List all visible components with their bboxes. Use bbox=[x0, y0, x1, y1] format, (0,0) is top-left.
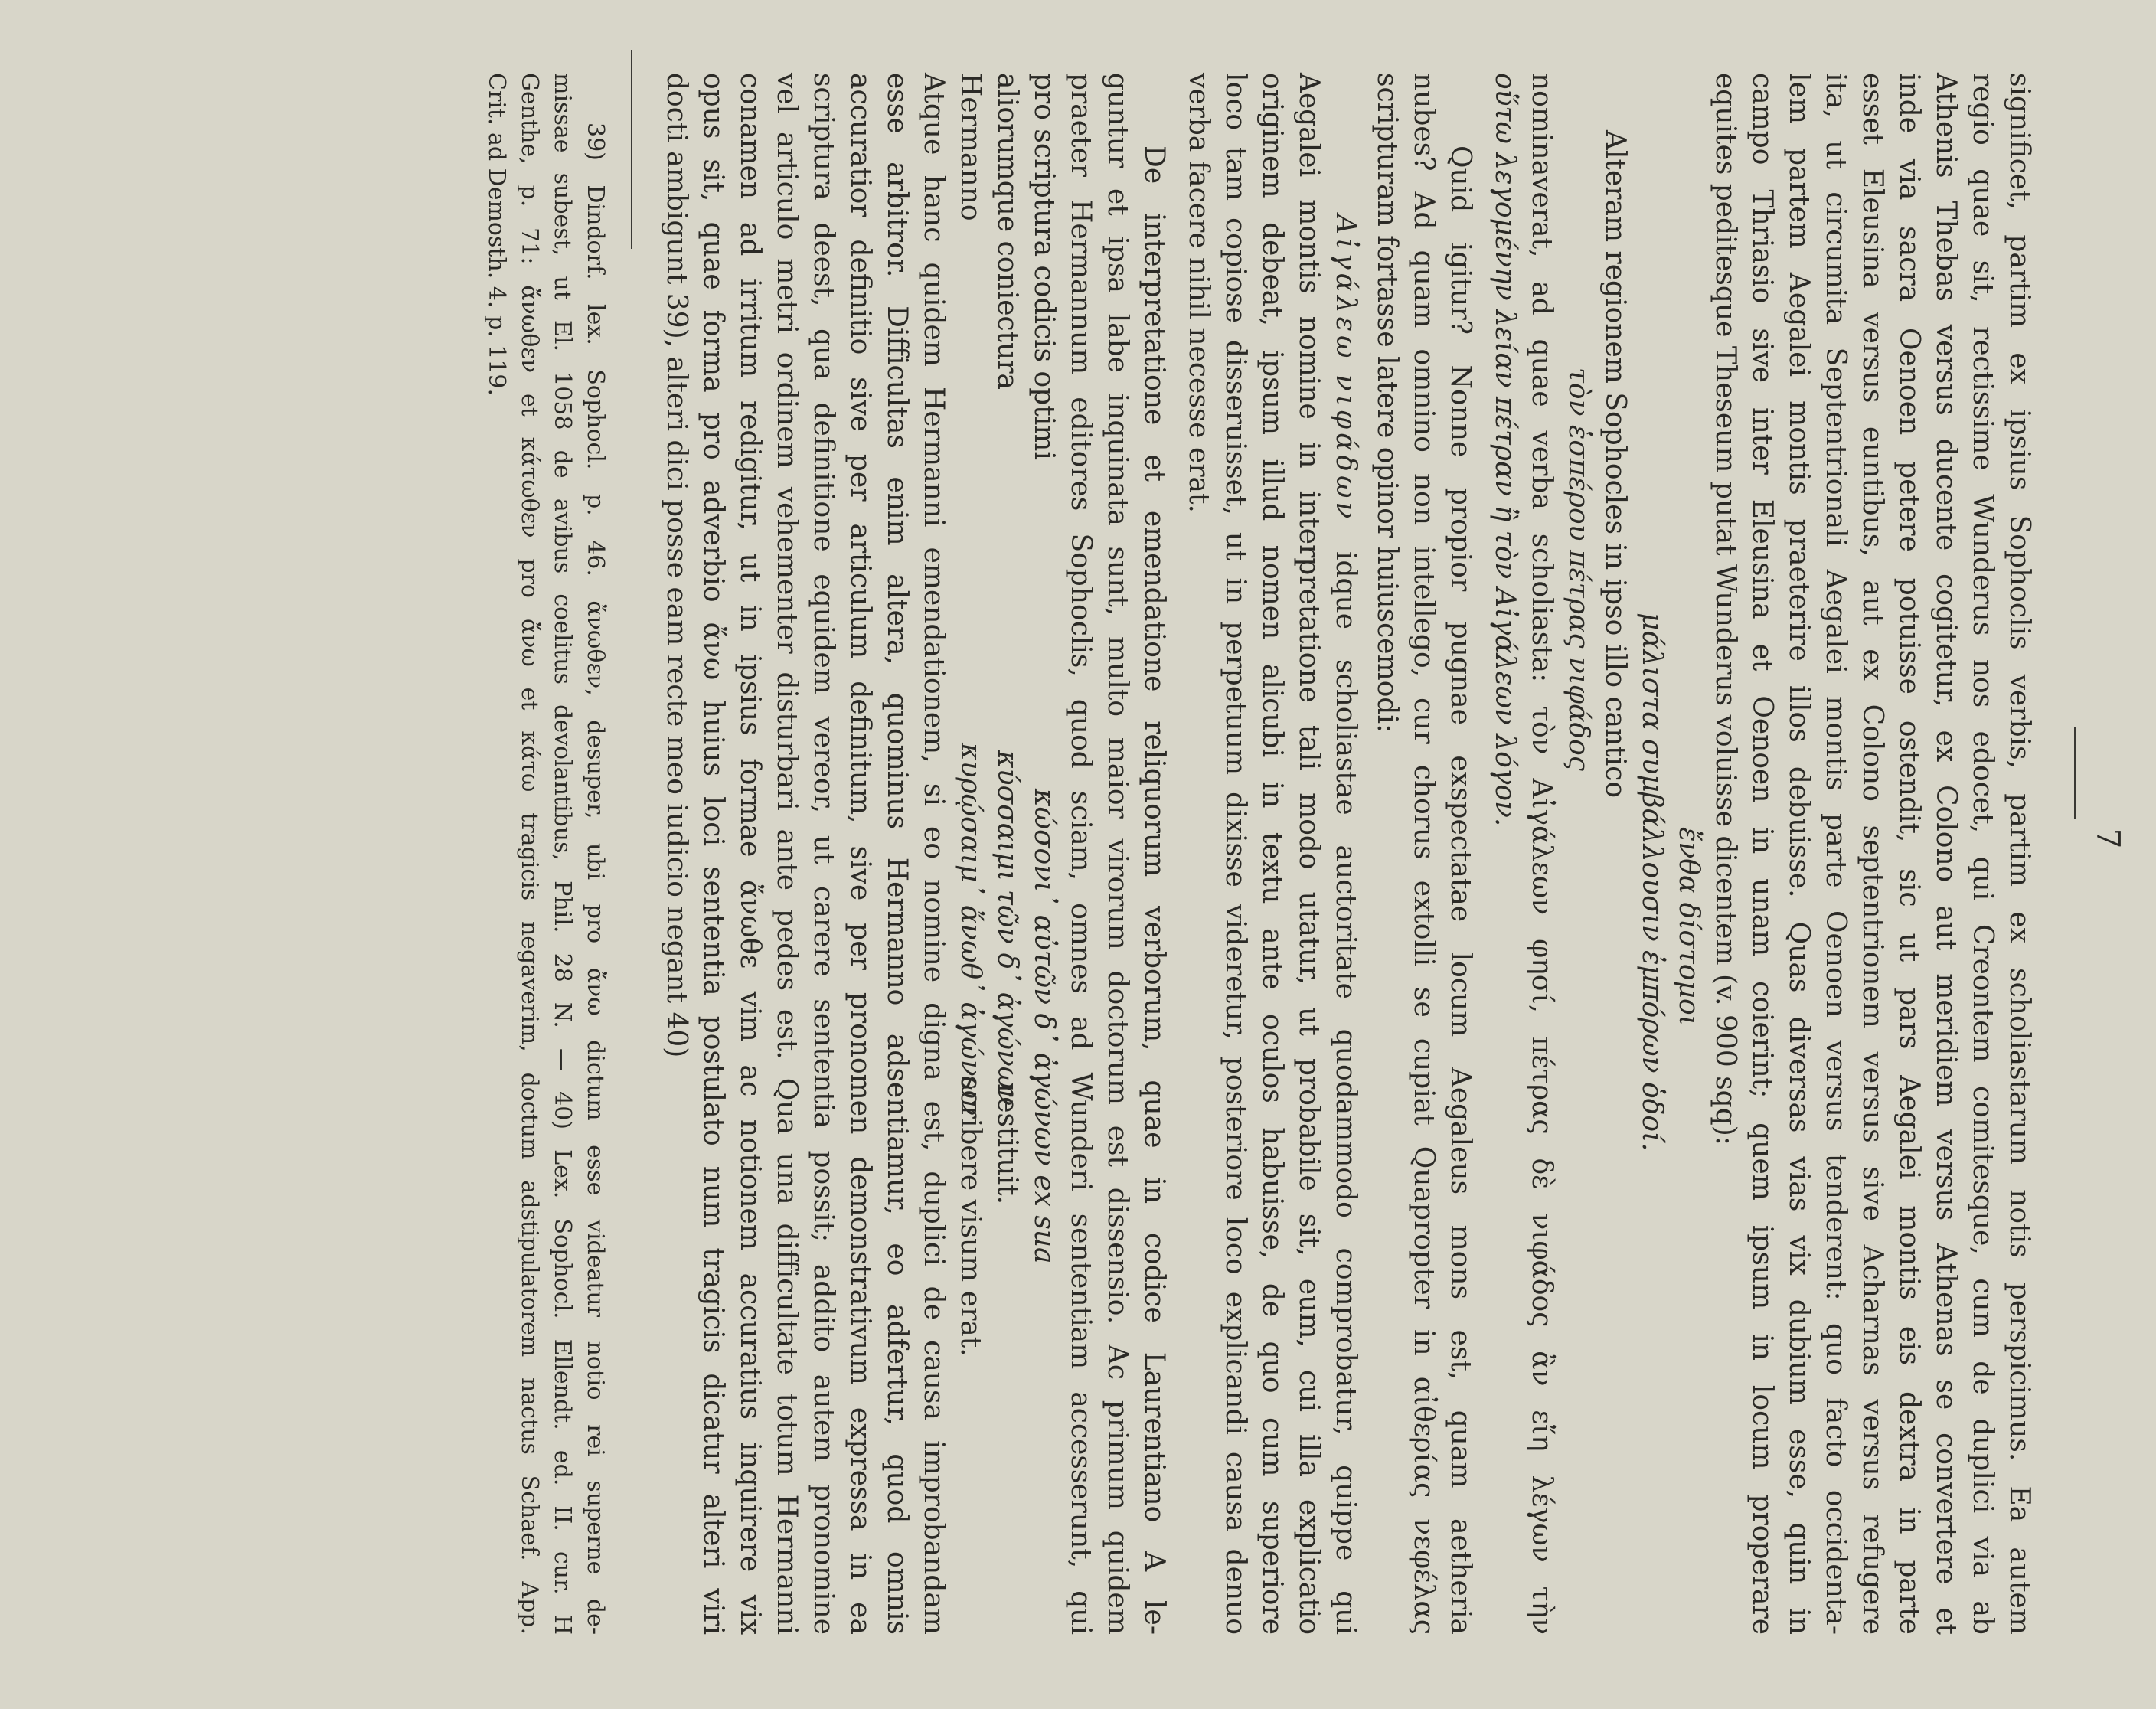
text-line: Aegalei montis nomine in interpretatione tali modo utatur, ut probabile sit, eum, cui illa explicatio bbox=[1293, 73, 1325, 1635]
text-line: idque scholiastae auctoritate quodammodo comprobatur, quippe qui bbox=[1330, 551, 1361, 1635]
page-number-rule bbox=[2074, 727, 2076, 819]
text-line: scripturam fortasse latere opinor huiuscemodi: bbox=[1371, 73, 1403, 734]
text-line: praeter Hermannum editores Sophoclis, quod sciam, omnes ad Wunderi sententiam accesserunt, qui bbox=[1065, 73, 1096, 1635]
text-line: guntur et ipsa labe inquinata sunt, multo maior virorum doctorum est dissensio. Ac primum quidem bbox=[1102, 73, 1133, 1635]
text-line: lem partem Aegalei montis praeterire illos debuisse. Quas diversas vias vix dubium esse, quin in bbox=[1783, 73, 1815, 1635]
text-line: nubes? Ad quam omnino non intellego, cur chorus extolli se cupiat Quapropter in αἰθερίας νεφέλας bbox=[1408, 73, 1439, 1635]
footnote-rule bbox=[631, 50, 632, 249]
verse-quote: κύσσαιμι τῶν δ᾽ ἀγώνων bbox=[991, 750, 1023, 1106]
verse-quote: τὸν ἑσπέρου πέτρας νιφάδος bbox=[1563, 368, 1594, 771]
text-line: campo Thriasio sive inter Eleusina et Oenoen in unam coierint; quem ipsum in locum properare bbox=[1746, 73, 1778, 1635]
verse-quote: κυρῴσαιμ᾽ ἄνωθ᾽ ἀγώνων bbox=[955, 743, 986, 1116]
text-line: nominaverat, ad quae verba scholiasta: τὸν Αἰγάλεων φησί, πέτρας δὲ νιφάδος ἂν εἴη λέγων τὴν bbox=[1526, 73, 1557, 1635]
text-line: Athenis Thebas versus ducente cogitetur, ex Colono aut meridiem versus Athenas se convertere et bbox=[1930, 73, 1962, 1635]
text-line: Quid igitur? Nonne propior pugnae exspectatae locum Aegaleus mons est, quam aetheria bbox=[1445, 145, 1476, 1635]
text-line: conamen ad irritum redigitur, ut in ipsius formae ἄνωθε vim ac notionem accuratius inquirere vix bbox=[734, 73, 766, 1635]
text-line: inde via sacra Oenoen petere potuisse ostendit, sic ut pars Aegalei montis eis dextra in parte bbox=[1893, 73, 1925, 1635]
text-line: Hermanno bbox=[955, 73, 986, 221]
text-line: loco tam copiose disseruisset, ut in perpetuum dixisse videretur, posteriore loco explicandi causa denuo bbox=[1220, 73, 1251, 1635]
text-line: equites peditesque Theseum putat Wunderus voluisse dicentem (v. 900 sqq): bbox=[1710, 73, 1741, 1145]
text-line: ita, ut circumita Septentrionali Aegalei montis parte Oenoen versus tenderent: quo facto occidenta- bbox=[1820, 73, 1851, 1635]
text-line: Alteram regionem Sophocles in ipso illo cantico bbox=[1599, 130, 1631, 799]
footnote-line: Genthe, p. 71: ἄνωθεν et κάτωθεν pro ἄνω et κάτω tragicis negaverim, doctum adstipulatorem nactus Schaef. App. bbox=[516, 73, 543, 1635]
text-line: Atque hanc quidem Hermanni emendationem, si eo nomine digna est, duplici de causa improbandam bbox=[918, 73, 949, 1635]
footnote-line: Crit. ad Demosth. 4. p. 119. bbox=[483, 73, 510, 397]
footnote-line: missae subest, ut El. 1058 de avibus coelitus devolantibus, Phil. 28 N. — 40) Lex. Sophocl. Ellendt. ed. II. cur. H bbox=[549, 73, 576, 1635]
text-line: scribere visum erat. bbox=[955, 1076, 986, 1357]
text-line: docti ambigunt 39), alteri dici posse eam recte meo iudicio negant 40) bbox=[661, 73, 692, 1058]
text-line: aliorumque coniectura bbox=[991, 73, 1023, 390]
text-line: esse arbitror. Difficultas enim altera, quominus Hermanno adsentiamur, eo adfertur, quod omnis bbox=[881, 73, 913, 1635]
text-line: originem debeat, ipsum illud nomen alicubi in textu ante oculos habuisse, de quo cum superiore bbox=[1256, 73, 1288, 1635]
text-line: vel articulo metri ordinem vehementer disturbari ante pedes est. Qua una difficultate totum Hermanni bbox=[771, 73, 802, 1635]
text-line: significet, partim ex ipsius Sophoclis verbis, partim ex scholiastarum notis perspicimus. Ea autem bbox=[2004, 73, 2035, 1635]
verse-quote: κώσονι᾽ αὐτῶν δ᾽ ἀγώνων ex sua bbox=[1028, 789, 1060, 1264]
verse-quote: Αἰγάλεω νιφάδων bbox=[1330, 214, 1361, 523]
text-line: opus sit, quae forma pro adverbio ἄνω huius loci sententia postulato num tragicis dicatur alteri viri bbox=[697, 73, 729, 1635]
text-line: esset Eleusina versus euntibus, aut ex Colono septentrionem versus sive Acharnas versus refugere bbox=[1857, 73, 1888, 1635]
text-line: accuratior definitio sive per articulum definitum, sive per pronomen demonstrativum expressa in ea bbox=[844, 73, 876, 1635]
text-line: regio quae sit, rectissime Wunderus nos edocet, qui Creontem comitesque, cum de duplici via ab bbox=[1967, 73, 1998, 1635]
text-line: οὕτω λεγομένην λείαν πέτραν ἢ τὸν Αἰγάλεων λόγον. bbox=[1489, 73, 1521, 827]
text-line: restituit. bbox=[991, 1083, 1023, 1205]
verse-quote: ἔνθα δίστομοι bbox=[1673, 827, 1704, 1026]
footnote-line: 39) Dindorf. lex. Sophocl. p. 46. ἄνωθεν, desuper, ubi pro ἄνω dictum esse videatur notio rei superne de- bbox=[582, 123, 609, 1635]
text-line: De interpretatione et emendatione reliquorum verborum, quae in codice Laurentiano A le- bbox=[1138, 145, 1170, 1635]
text-line: pro scriptura codicis optimi bbox=[1028, 73, 1060, 460]
page-number: 7 bbox=[2089, 828, 2127, 849]
text-line: scriptura deest, qua definitione equidem vereor, ut carere sententia possit; addito autem pronomine bbox=[808, 73, 839, 1635]
verse-quote: μάλιστα συμβάλλουσιν ἐμπόρων ὁδοί. bbox=[1636, 613, 1668, 1152]
text-line: verba facere nihil necesse erat. bbox=[1183, 73, 1214, 513]
